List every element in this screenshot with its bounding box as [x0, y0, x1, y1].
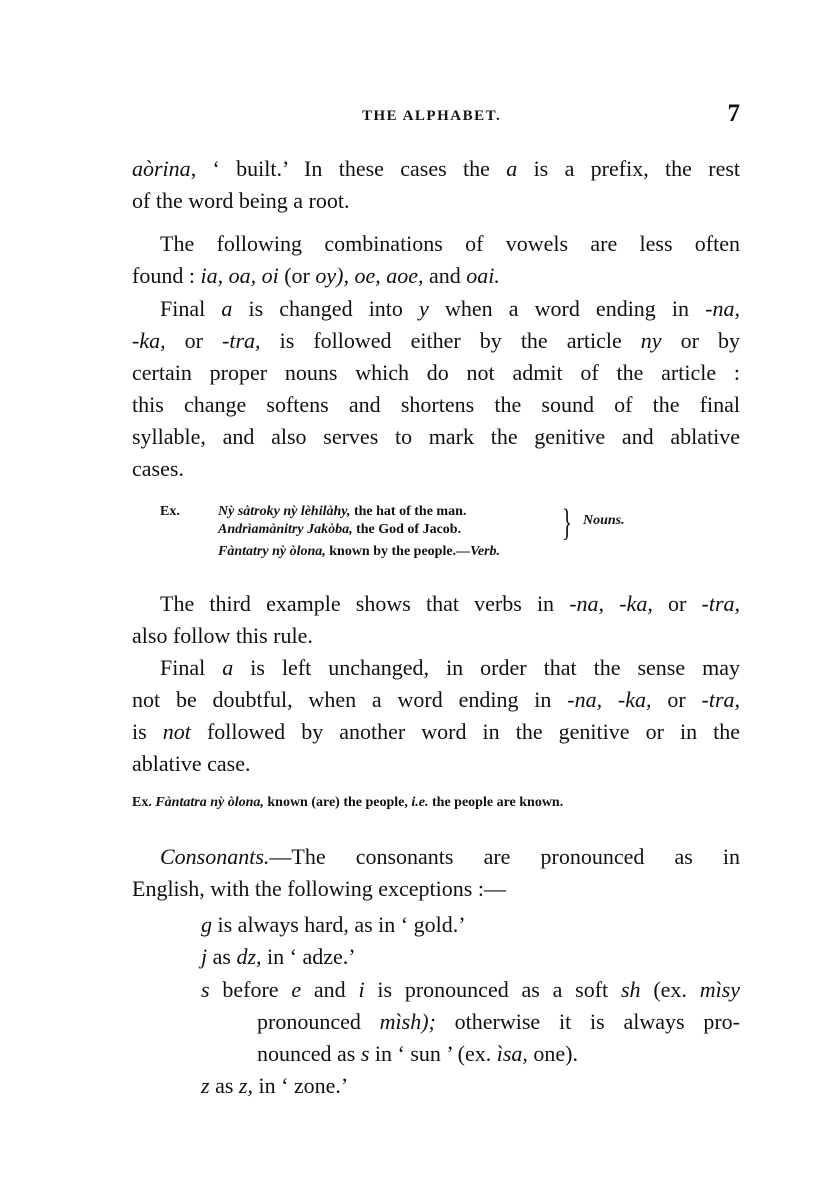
exception-item	[201, 946, 356, 968]
italic-word: a	[221, 296, 233, 321]
italic-word: Verb.	[470, 544, 501, 559]
exception-item-continued	[257, 1011, 740, 1033]
italic-word: mìsh);	[379, 1009, 436, 1034]
text-run: Final	[160, 296, 206, 321]
text-run: one).	[533, 1041, 578, 1066]
text-line	[132, 265, 500, 287]
text-line: this change softens and shortens the sound of the final	[132, 392, 740, 417]
text-line	[132, 689, 740, 711]
italic-word: ny	[640, 328, 662, 353]
italic-word: e	[291, 977, 302, 1002]
text-run: or by	[680, 328, 740, 353]
text-run: the people are known.	[432, 795, 564, 810]
text-run: , ‘ built.’ In these cases the	[190, 156, 490, 181]
text-run: The third example shows that verbs in	[160, 591, 555, 616]
text-run: or	[184, 328, 203, 353]
italic-word: oe,	[354, 263, 381, 288]
italic-word: a	[506, 156, 518, 181]
text-run: (or	[284, 263, 310, 288]
italic-word: aoe,	[386, 263, 424, 288]
text-run: in ‘ zone.’	[258, 1073, 349, 1098]
text-run: is left unchanged, in order that the sense may	[250, 655, 741, 680]
text-run: or	[668, 591, 687, 616]
text-line	[160, 298, 740, 320]
example-row	[218, 545, 500, 559]
text-run: known (are) the people,	[267, 795, 408, 810]
italic-word: dz,	[236, 944, 262, 969]
text-line	[160, 846, 740, 868]
text-line	[132, 721, 740, 743]
italic-word: -na, -ka,	[567, 687, 652, 712]
italic-word: oy),	[315, 263, 349, 288]
italic-word: oi	[261, 263, 279, 288]
italic-word: -na, -ka,	[569, 591, 653, 616]
example-label: Ex.	[160, 504, 180, 519]
example-label: Ex.	[132, 795, 152, 810]
text-line: The following combinations of vowels are less often	[160, 231, 740, 256]
text-line: cases.	[132, 456, 184, 481]
text-run: followed by another word in the genitive or in the	[206, 719, 741, 744]
text-run: is always hard, as in ‘ gold.’	[217, 912, 466, 937]
exception-item	[201, 1075, 348, 1097]
example-row	[132, 796, 563, 810]
italic-word: ìsa,	[496, 1041, 528, 1066]
exception-item	[201, 979, 740, 1001]
italic-word: not	[162, 719, 191, 744]
italic-word: mìsy	[699, 977, 741, 1002]
italic-word: i	[358, 977, 365, 1002]
section-heading: Consonants.	[160, 844, 270, 869]
text-run: Final	[160, 655, 206, 680]
italic-word: oa,	[228, 263, 257, 288]
text-line: syllable, and also serves to mark the genitive and ablative	[132, 424, 740, 449]
brace-glyph: }	[562, 502, 573, 544]
running-title: THE ALPHABET.	[362, 108, 502, 124]
italic-word: -tra,	[701, 591, 740, 616]
text-run: the God of Jacob.	[356, 522, 462, 537]
text-run: otherwise it is always pro-	[454, 1009, 741, 1034]
italic-word: s	[201, 977, 210, 1002]
italic-word: -na,	[705, 296, 740, 321]
italic-word: sh	[620, 977, 641, 1002]
text-run: found :	[132, 263, 195, 288]
text-run: is	[132, 719, 147, 744]
text-run: is followed either by the article	[279, 328, 622, 353]
text-run: and	[313, 977, 346, 1002]
italic-word: g	[201, 912, 212, 937]
text-run: and	[428, 263, 461, 288]
running-head	[132, 102, 740, 132]
text-line	[132, 330, 740, 352]
italic-word: -tra,	[701, 687, 741, 712]
text-line: also follow this rule.	[132, 623, 313, 648]
text-run: not be doubtful, when a word ending in	[132, 687, 552, 712]
text-run: (ex.	[653, 977, 687, 1002]
nouns-label: Nouns.	[583, 513, 625, 528]
example-row	[218, 523, 461, 537]
text-run: —The consonants are pronounced as in	[269, 844, 740, 869]
text-line	[132, 158, 740, 180]
italic-word: aòrina	[132, 156, 191, 181]
text-run: the hat of the man.	[353, 504, 467, 519]
text-line	[160, 657, 740, 679]
example-row	[218, 505, 466, 519]
text-run: or	[667, 687, 686, 712]
text-run: known by the people.—	[329, 544, 471, 559]
exception-item-continued	[257, 1043, 578, 1065]
italic-word: -tra,	[222, 328, 261, 353]
italic-word: i.e.	[411, 795, 429, 810]
text-run: as	[215, 1073, 234, 1098]
text-run: in ‘ adze.’	[267, 944, 356, 969]
italic-word: ia,	[200, 263, 224, 288]
exception-item	[201, 914, 466, 936]
text-run: as	[212, 944, 231, 969]
text-run: nounced as	[257, 1041, 356, 1066]
text-run: in ‘ sun ’ (ex.	[374, 1041, 492, 1066]
italic-word: z	[201, 1073, 210, 1098]
text-line: of the word being a root.	[132, 188, 350, 213]
italic-word: z,	[238, 1073, 253, 1098]
text-line: certain proper nouns which do not admit of the article :	[132, 360, 740, 385]
italic-word: Fàntatra nỳ òlona,	[155, 795, 264, 810]
text-line	[160, 593, 740, 615]
italic-word: j	[201, 944, 208, 969]
text-run: before	[222, 977, 279, 1002]
italic-word: Andrìamànitry Jakòba,	[218, 522, 353, 537]
italic-word: y	[419, 296, 429, 321]
text-run: is pronounced as a soft	[377, 977, 609, 1002]
italic-word: Nỳ sàtroky nỳ lèhilàhy,	[218, 504, 351, 519]
text-run: when a word ending in	[444, 296, 690, 321]
text-run: is changed into	[248, 296, 403, 321]
italic-word: Fàntatry nỳ òlona,	[218, 544, 326, 559]
text-run: pronounced	[257, 1009, 361, 1034]
text-run: is a prefix, the rest	[533, 156, 741, 181]
italic-word: s	[360, 1041, 370, 1066]
page-number: 7	[727, 100, 740, 127]
text-line: English, with the following exceptions :—	[132, 876, 506, 901]
italic-word: -ka,	[132, 328, 166, 353]
italic-word: a	[222, 655, 234, 680]
text-line: ablative case.	[132, 751, 251, 776]
italic-word: oai.	[466, 263, 500, 288]
